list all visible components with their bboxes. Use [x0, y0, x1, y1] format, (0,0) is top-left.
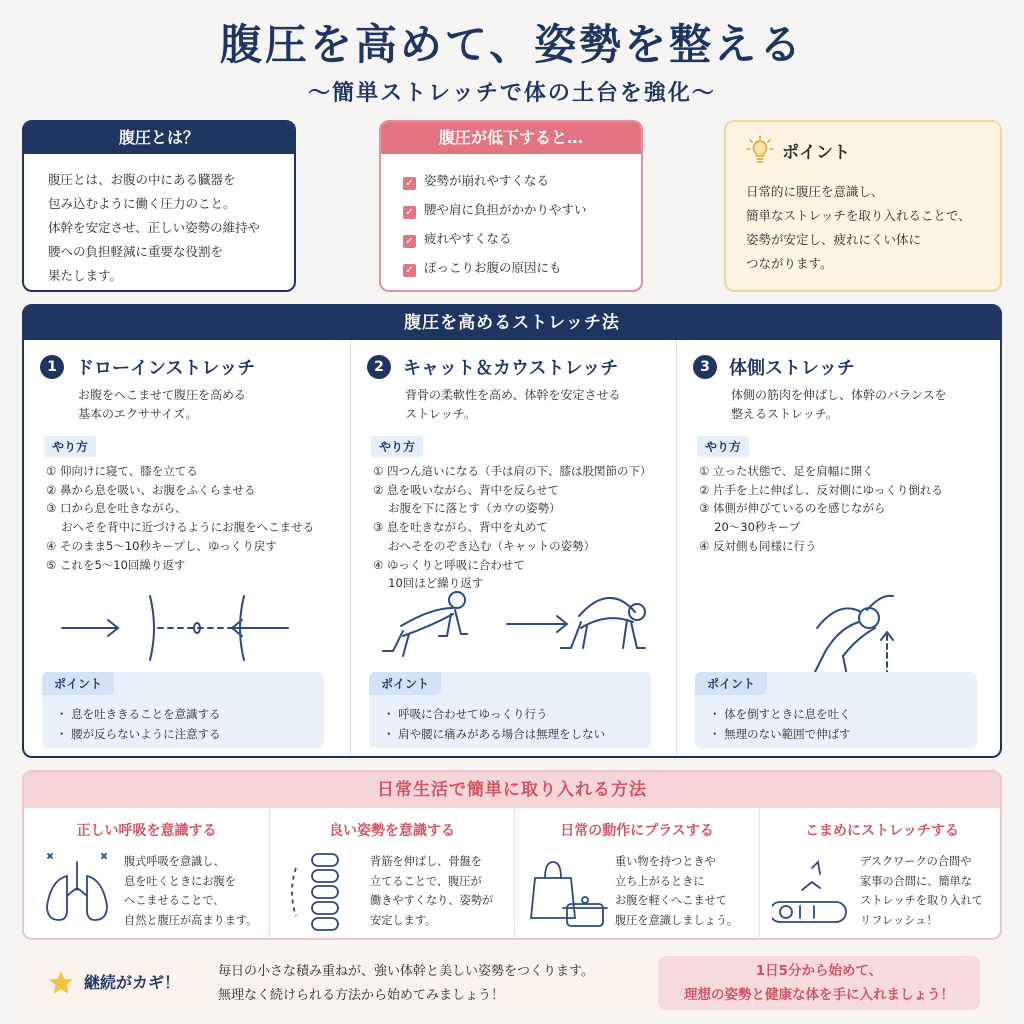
check-icon: ✓ [403, 206, 416, 219]
lightbulb-icon [746, 135, 774, 165]
list-item: ✓ 疲れやすくなる [403, 224, 641, 253]
lungs-icon [36, 848, 118, 934]
method-point-box: ポイント ・ 息を吐ききることを意識する ・ 腰が反らないように注意する [42, 672, 324, 748]
point-label: ポイント [42, 672, 114, 695]
method-point-box: ポイント ・ 体を倒すときに息を吐く ・ 無理のない範囲で伸ばす [695, 672, 977, 748]
about-heading: 腹圧とは？ [24, 122, 294, 154]
methods-heading: 腹圧を高めるストレッチ法 [24, 306, 1000, 340]
abdomen-compress-illustration [38, 576, 338, 676]
daily-item-movement [514, 808, 759, 940]
point-label: ポイント [695, 672, 767, 695]
method-steps: ① 立った状態で、足を肩幅に開く ② 片手を上に伸ばし、反対側にゆっくり倒れる ③ 体側が伸びているのを感じながら 20〜30秒キープ ④ 反対側も同様に行う [699, 464, 943, 553]
method-cat-cow [350, 340, 676, 758]
method-steps: ① 四つん這いになる（手は肩の下、膝は股関節の下） ② 息を吸いながら、背中を反らせて お腹を下に落とす（カウの姿勢） ③ 息を吐きながら、背中を丸めて おへそをのぞき込む（キャットの姿勢） ④ ゆっくりと呼吸に合わせて 10回ほど繰り返す [373, 464, 652, 591]
method-description: お腹をへこませて腹圧を高める 基本のエクササイズ。 [78, 388, 247, 421]
daily-item-title: 正しい呼吸を意識する [76, 823, 217, 839]
daily-heading: 日常生活で簡単に取り入れる方法 [24, 772, 1000, 808]
list-item: ✓ ぽっこりお腹の原因にも [403, 253, 641, 282]
method-description: 体側の筋肉を伸ばし、体幹のバランスを 整えるストレッチ。 [731, 388, 947, 421]
decline-heading: 腹圧が低下すると… [381, 122, 641, 154]
point-heading: ポイント [782, 142, 850, 163]
footer-banner [22, 950, 1002, 1016]
how-to-label: やり方 [371, 436, 423, 457]
daily-item-stretch [759, 808, 1002, 940]
footer-text: 毎日の小さな積み重ねが、強い体幹と美しい姿勢をつくります。 無理なく続けられる方法から始めてみましょう！ [218, 964, 594, 1003]
list-item: ✓ 姿勢が崩れやすくなる [403, 166, 641, 195]
method-title: 体側ストレッチ [729, 358, 855, 379]
method-steps: ① 仰向けに寝て、膝を立てる ② 鼻から息を吸い、お腹をふくらませる ③ 口から息を吐きながら、 おへそを背中に近づけるようにお腹をへこませる ④ そのまま5〜10秒キープし、ゆっくり戻す ⑤ これを5〜10回繰り返す [46, 464, 315, 572]
about-text: 腹圧とは、お腹の中にある臓器を 包み込むように働く圧力のこと。 体幹を安定させ、正しい姿勢の維持や 腰への負担軽減に重要な役割を 果たします。 [48, 172, 261, 283]
page-title: 腹圧を高めて、姿勢を整える [219, 20, 805, 69]
daily-item-text: 腹式呼吸を意識し、 息を吐くときにお腹を へこませることで、 自然と腹圧が高まります。 [124, 855, 258, 927]
decline-card [379, 120, 643, 292]
daily-life-section [22, 770, 1002, 940]
side-stretch-illustration [691, 576, 991, 676]
step-number-badge: 1 [40, 355, 64, 379]
daily-item-text: デスクワークの合間や 家事の合間に、簡単な ストレッチを取り入れて リフレッシュ！ [860, 855, 983, 927]
footer-highlight: 1日5分から始めて、 理想の姿勢と健康な体を手に入れましょう！ [658, 956, 980, 1010]
footer-label: 継続がカギ！ [84, 973, 181, 992]
daily-item-text: 背筋を伸ばし、骨盤を 立てることで、腹圧が 働きやすくなり、姿勢が 安定します。 [370, 855, 494, 927]
method-description: 背骨の柔軟性を高め、体幹を安定させる ストレッチ。 [405, 388, 621, 421]
daily-item-title: こまめにストレッチする [805, 823, 959, 839]
daily-item-title: 日常の動作にプラスする [560, 823, 714, 839]
step-number-badge: 2 [367, 355, 391, 379]
decline-list [381, 154, 641, 282]
method-side-stretch [676, 340, 1002, 758]
point-card [724, 120, 1002, 292]
about-card [22, 120, 296, 292]
yoga-mat-icon [772, 848, 854, 934]
bag-pot-icon [527, 848, 609, 934]
daily-item-breathing [24, 808, 269, 940]
point-text: 日常的に腹圧を意識し、 簡単なストレッチを取り入れることで、 姿勢が安定し、疲れにくい体に つながります。 [746, 184, 971, 271]
check-icon: ✓ [403, 177, 416, 190]
spine-icon [282, 848, 364, 934]
point-label: ポイント [369, 672, 441, 695]
stretch-methods-section [22, 304, 1002, 758]
page-subtitle: 〜簡単ストレッチで体の土台を強化〜 [308, 81, 716, 106]
step-number-badge: 3 [693, 355, 717, 379]
method-title: キャット＆カウストレッチ [403, 358, 619, 379]
daily-item-title: 良い姿勢を意識する [329, 823, 455, 839]
check-icon: ✓ [403, 235, 416, 248]
method-drawin [24, 340, 350, 758]
check-icon: ✓ [403, 264, 416, 277]
method-point-box: ポイント ・ 呼吸に合わせてゆっくり行う ・ 肩や腰に痛みがある場合は無理をしない [369, 672, 651, 748]
daily-item-text: 重い物を持つときや 立ち上がるときに お腹を軽くへこませて 腹圧を意識しましょう。 [615, 855, 739, 927]
method-title: ドローインストレッチ [76, 358, 256, 379]
how-to-label: やり方 [44, 436, 96, 457]
star-icon [48, 970, 74, 996]
daily-item-posture [269, 808, 514, 940]
list-item: ✓ 腰や肩に負担がかかりやすい [403, 195, 641, 224]
cat-cow-illustration [365, 576, 665, 676]
how-to-label: やり方 [697, 436, 749, 457]
